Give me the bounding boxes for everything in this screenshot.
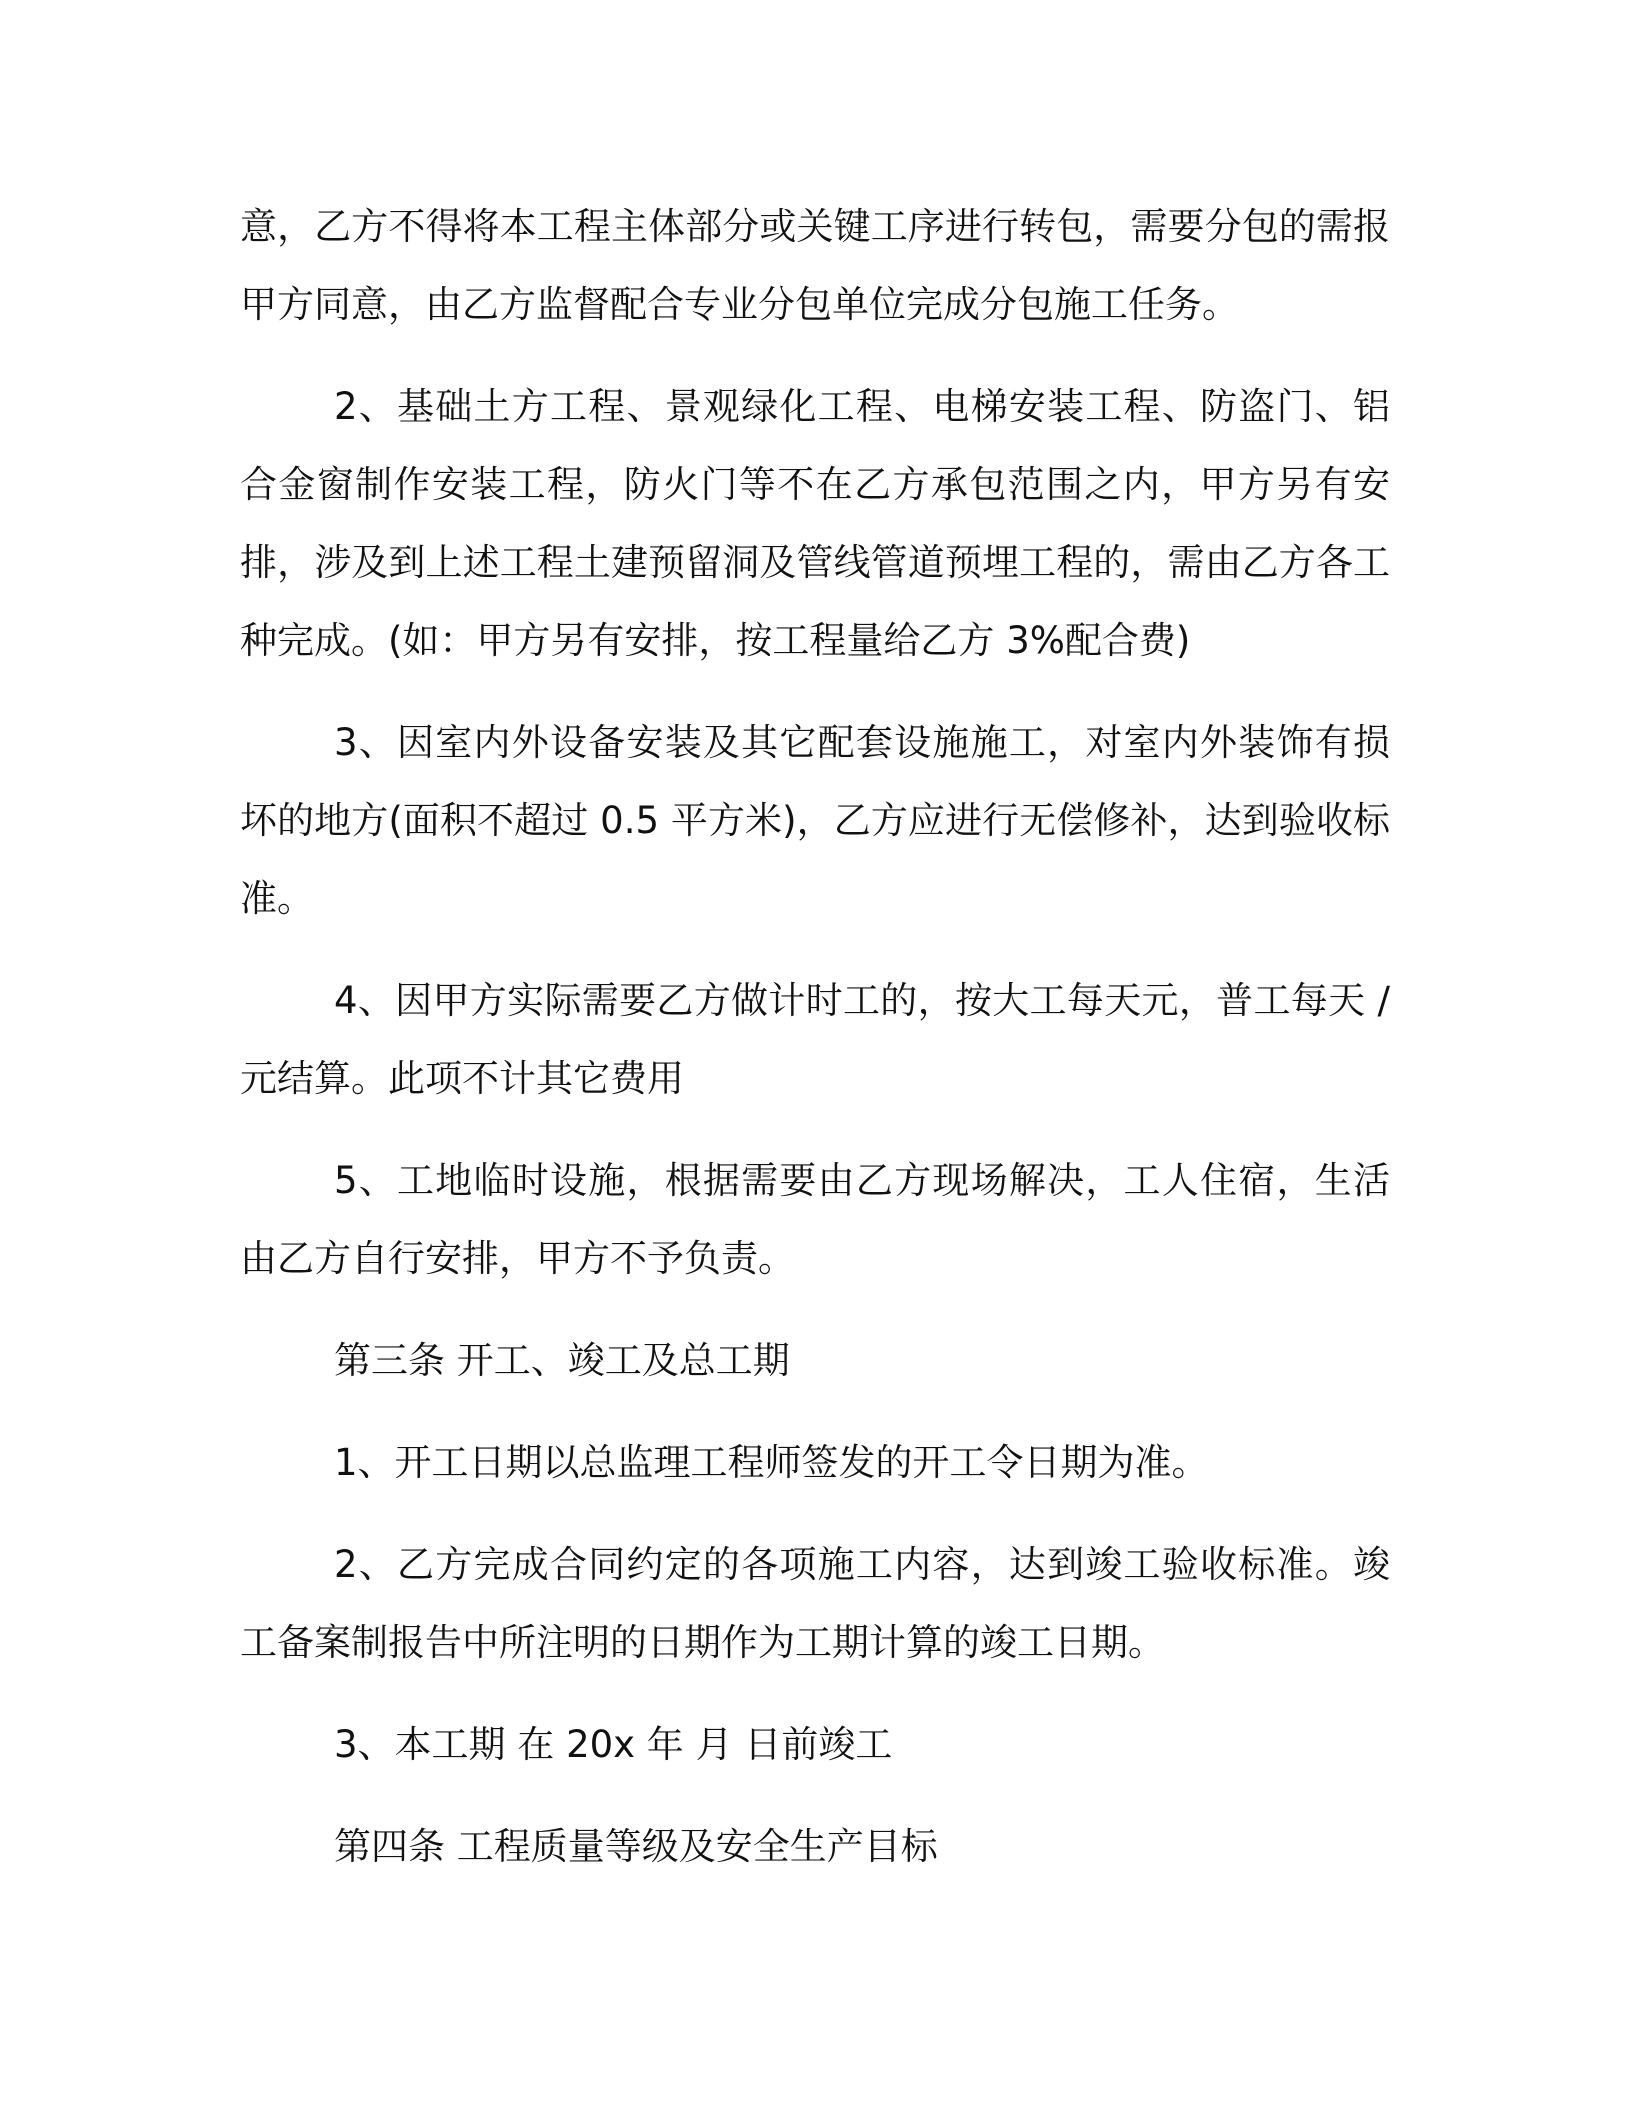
paragraph-article-3-item-2: 2、乙方完成合同约定的各项施工内容，达到竣工验收标准。竣工备案制报告中所注明的日期作为工期计算的竣工日期。 (240, 1543, 1390, 1664)
paragraph-clause-2: 2、基础土方工程、景观绿化工程、电梯安装工程、防盗门、铝合金窗制作安装工程，防火门等不在乙方承包范围之内，甲方另有安排，涉及到上述工程土建预留洞及管线管道预埋工程的，需由乙方各工种完成。(如：甲方另有安排，按工程量给乙方 3%配合费) (240, 385, 1390, 662)
paragraph-article-3-item-1: 1、开工日期以总监理工程师签发的开工令日期为准。 (334, 1441, 1209, 1484)
paragraph-clause-4: 4、因甲方实际需要乙方做计时工的，按大工每天元，普工每天 /元结算。此项不计其它费用 (240, 979, 1390, 1100)
section-heading-article-3: 第三条 开工、竣工及总工期 (334, 1339, 790, 1382)
paragraph-clause-5: 5、工地临时设施，根据需要由乙方现场解决，工人住宿，生活由乙方自行安排，甲方不予负责。 (240, 1159, 1390, 1280)
section-heading-article-4: 第四条 工程质量等级及安全生产目标 (334, 1825, 938, 1868)
document-body (240, 188, 1390, 1910)
paragraph-continuation: 意，乙方不得将本工程主体部分或关键工序进行转包，需要分包的需报甲方同意，由乙方监督配合专业分包单位完成分包施工任务。 (240, 205, 1390, 326)
paragraph-clause-3: 3、因室内外设备安装及其它配套设施施工，对室内外装饰有损坏的地方(面积不超过 0.5 平方米)，乙方应进行无偿修补，达到验收标准。 (240, 721, 1390, 920)
paragraph-article-3-item-3: 3、本工期 在 20x 年 月 日前竣工 (334, 1723, 893, 1766)
